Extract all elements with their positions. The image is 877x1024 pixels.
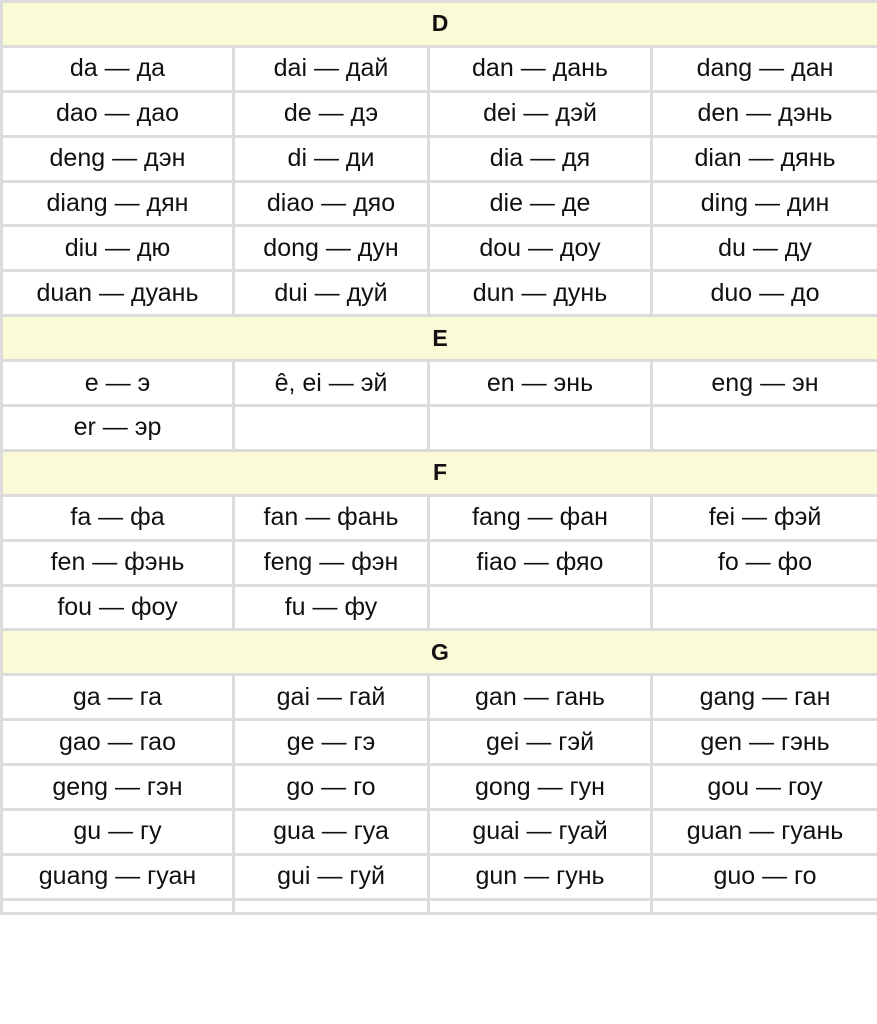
syllable-cell: gui — гуй: [234, 854, 429, 899]
section-letter-e: E: [2, 316, 877, 361]
syllable-cell: dang — дан: [652, 46, 877, 91]
syllable-cell: gua — гуа: [234, 810, 429, 855]
syllable-cell: fiao — фяо: [429, 540, 652, 585]
syllable-cell: duo — до: [652, 271, 877, 316]
syllable-cell: gan — гань: [429, 675, 652, 720]
syllable-cell: en — энь: [429, 361, 652, 406]
syllable-cell: dan — дань: [429, 46, 652, 91]
syllable-cell: fan — фань: [234, 495, 429, 540]
syllable-cell: gun — гунь: [429, 854, 652, 899]
syllable-cell: die — де: [429, 181, 652, 226]
syllable-cell: [652, 406, 877, 451]
syllable-cell: du — ду: [652, 226, 877, 271]
syllable-cell: dian — дянь: [652, 136, 877, 181]
table-row: [2, 136, 877, 181]
syllable-cell: dei — дэй: [429, 91, 652, 136]
table-row: [2, 271, 877, 316]
empty-cell: [2, 899, 234, 913]
syllable-cell: dou — доу: [429, 226, 652, 271]
empty-cell: [429, 899, 652, 913]
pinyin-table-body: [2, 0, 877, 913]
syllable-cell: diu — дю: [2, 226, 234, 271]
section-letter-f: F: [2, 450, 877, 495]
syllable-cell: geng — гэн: [2, 765, 234, 810]
table-row: [2, 226, 877, 271]
syllable-cell: go — го: [234, 765, 429, 810]
syllable-cell: gong — гун: [429, 765, 652, 810]
syllable-cell: da — да: [2, 46, 234, 91]
table-row: [2, 854, 877, 899]
section-letter-g: G: [2, 630, 877, 675]
syllable-cell: fang — фан: [429, 495, 652, 540]
bottom-partial-row: [2, 899, 877, 913]
syllable-cell: gou — гоу: [652, 765, 877, 810]
table-row: [2, 181, 877, 226]
section-header-row: [2, 630, 877, 675]
syllable-cell: ge — гэ: [234, 720, 429, 765]
table-row: [2, 765, 877, 810]
syllable-cell: guan — гуань: [652, 810, 877, 855]
syllable-cell: den — дэнь: [652, 91, 877, 136]
syllable-cell: eng — эн: [652, 361, 877, 406]
syllable-cell: [429, 406, 652, 451]
syllable-cell: guai — гуай: [429, 810, 652, 855]
syllable-cell: gu — гу: [2, 810, 234, 855]
table-row: [2, 810, 877, 855]
syllable-cell: dia — дя: [429, 136, 652, 181]
syllable-cell: ding — дин: [652, 181, 877, 226]
table-row: [2, 46, 877, 91]
table-row: [2, 406, 877, 451]
table-row: [2, 540, 877, 585]
syllable-cell: [429, 585, 652, 630]
syllable-cell: dong — дун: [234, 226, 429, 271]
table-row: [2, 91, 877, 136]
syllable-cell: gen — гэнь: [652, 720, 877, 765]
syllable-cell: deng — дэн: [2, 136, 234, 181]
table-row: [2, 720, 877, 765]
syllable-cell: [652, 585, 877, 630]
syllable-cell: diang — дян: [2, 181, 234, 226]
table-row: [2, 675, 877, 720]
syllable-cell: feng — фэн: [234, 540, 429, 585]
table-row: [2, 585, 877, 630]
syllable-cell: fei — фэй: [652, 495, 877, 540]
syllable-cell: guo — го: [652, 854, 877, 899]
syllable-cell: gai — гай: [234, 675, 429, 720]
syllable-cell: e — э: [2, 361, 234, 406]
syllable-cell: fen — фэнь: [2, 540, 234, 585]
syllable-cell: fa — фа: [2, 495, 234, 540]
syllable-cell: er — эр: [2, 406, 234, 451]
table-row: [2, 361, 877, 406]
syllable-cell: fu — фу: [234, 585, 429, 630]
syllable-cell: fou — фоу: [2, 585, 234, 630]
syllable-cell: dui — дуй: [234, 271, 429, 316]
syllable-cell: gang — ган: [652, 675, 877, 720]
syllable-cell: gao — гао: [2, 720, 234, 765]
empty-cell: [234, 899, 429, 913]
syllable-cell: de — дэ: [234, 91, 429, 136]
syllable-cell: fo — фо: [652, 540, 877, 585]
syllable-cell: diao — дяо: [234, 181, 429, 226]
syllable-cell: guang — гуан: [2, 854, 234, 899]
section-header-row: [2, 450, 877, 495]
syllable-cell: dao — дао: [2, 91, 234, 136]
syllable-cell: dai — дай: [234, 46, 429, 91]
syllable-cell: ê, ei — эй: [234, 361, 429, 406]
section-letter-d: D: [2, 2, 877, 47]
syllable-cell: gei — гэй: [429, 720, 652, 765]
syllable-cell: duan — дуань: [2, 271, 234, 316]
table-row: [2, 495, 877, 540]
syllable-cell: dun — дунь: [429, 271, 652, 316]
empty-cell: [652, 899, 877, 913]
section-header-row: [2, 316, 877, 361]
syllable-cell: di — ди: [234, 136, 429, 181]
section-header-row: [2, 2, 877, 47]
syllable-cell: [234, 406, 429, 451]
syllable-cell: ga — га: [2, 675, 234, 720]
